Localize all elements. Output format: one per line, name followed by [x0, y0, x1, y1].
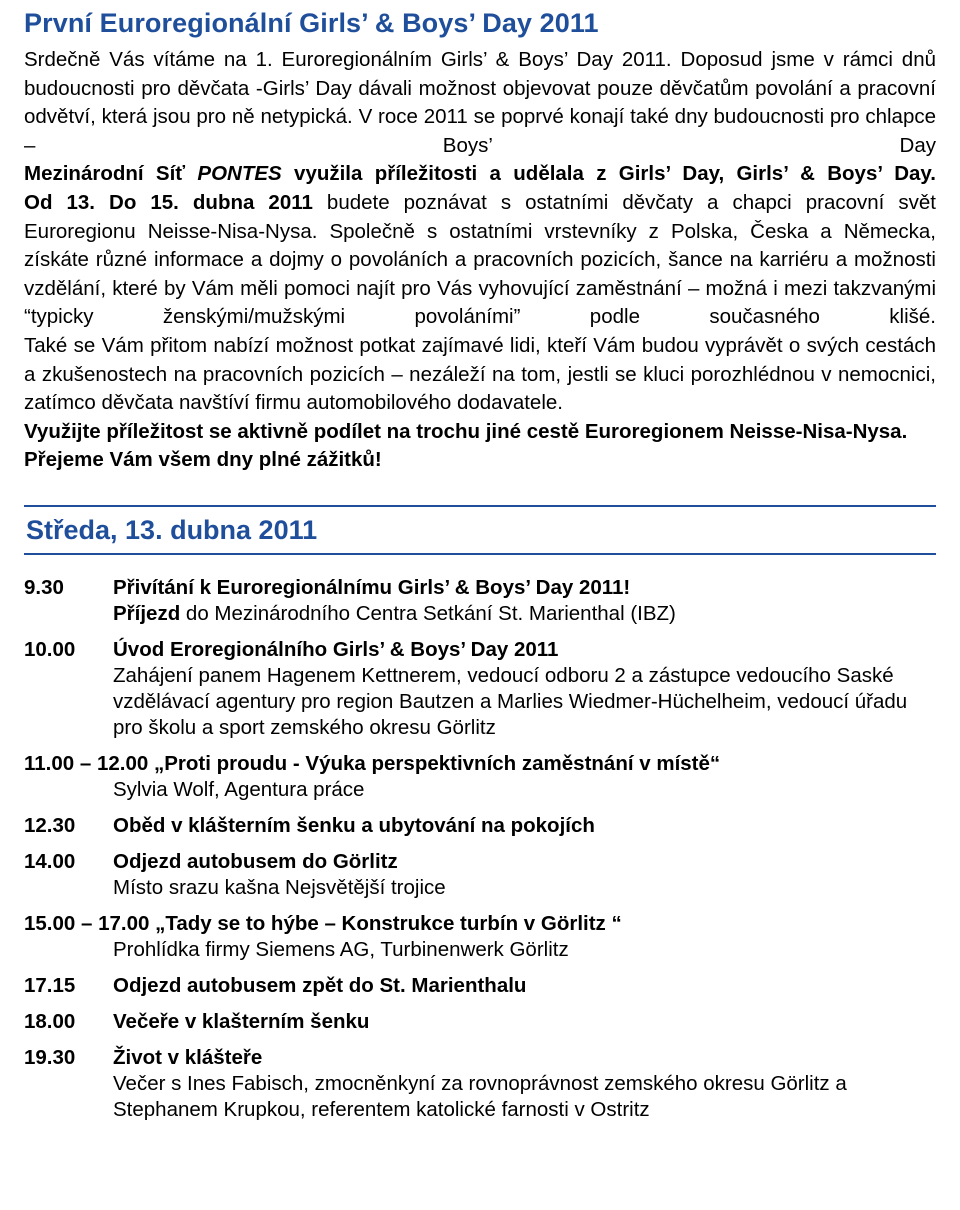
- schedule-list: [24, 575, 936, 1123]
- document-title: První Euroregionální Girls’ & Boys’ Day 2011: [24, 8, 599, 38]
- schedule-title: Život v klášteře: [113, 1045, 263, 1069]
- intro-paragraph-2-part-b: využila příležitosti a udělala z Girls’ Day, Girls’ & Boys’ Day.: [281, 162, 937, 186]
- schedule-time: 19.30: [24, 1045, 76, 1069]
- schedule-title: Odjezd autobusem zpět do St. Marienthalu: [113, 973, 527, 997]
- schedule-title: Odjezd autobusem do Görlitz: [113, 849, 398, 873]
- schedule-detail: Zahájení panem Hagenem Kettnerem, vedoucí odboru 2 a zástupce vedoucího Saské vzdělávací agentury pro region Bautzen a Marlies Wiedmer-Hüchelheim, vedoucí úřadu pro školu a sport zemského okresu Görlitz: [113, 663, 908, 739]
- intro-paragraph-3-text: budete poznávat s ostatními děvčaty a chapci pracovní svět Euroregionu Neisse-Nisa-Nysa. Společně s ostatními vrstevníky z Polska, Česka a Německa, získáte různé informace a dojmy o povoláních a pracovních pozicích, šance na karriéru a možnosti vzdělání, které by Vám měli pomoci najít pro Vás vyhovující zaměstnání – možná i mezi takzvanými “typicky ženskými/mužskými povoláními” podle současného klišé.: [24, 190, 936, 329]
- schedule-item: [24, 973, 936, 999]
- schedule-detail: Místo srazu kašna Nejsvětější trojice: [113, 875, 446, 899]
- schedule-time: 17.15: [24, 973, 76, 997]
- schedule-time: 11.00 – 12.00: [24, 751, 149, 775]
- schedule-time: 18.00: [24, 1009, 76, 1033]
- schedule-content: [113, 1009, 936, 1035]
- intro-paragraph-5: Využijte příležitost se aktivně podílet na trochu jiné cestě Euroregionem Neisse-Nisa-Nysa. Přejeme Vám všem dny plné zážitků!: [24, 419, 908, 472]
- intro-paragraph-3: [24, 189, 936, 332]
- schedule-title: Oběd v klášterním šenku a ubytování na pokojích: [113, 813, 595, 837]
- schedule-title: Přivítání k Euroregionálnímu Girls’ & Boys’ Day 2011!: [113, 575, 631, 599]
- schedule-title: Večeře v klašterním šenku: [113, 1009, 370, 1033]
- document-page: [0, 6, 960, 1123]
- schedule-item: [24, 849, 936, 901]
- schedule-item: [24, 1045, 936, 1123]
- schedule-title: Úvod Eroregionálního Girls’ & Boys’ Day 2011: [113, 637, 559, 661]
- schedule-detail-bold: Příjezd: [113, 601, 181, 625]
- schedule-title: „Tady se to hýbe – Konstrukce turbín v Görlitz “: [155, 911, 622, 935]
- schedule-detail-text: do Mezinárodního Centra Setkání St. Marienthal (IBZ): [180, 601, 676, 625]
- schedule-content: [113, 1045, 936, 1123]
- schedule-content: [113, 637, 936, 741]
- schedule-time: 15.00 – 17.00: [24, 911, 150, 935]
- event-dates: Od 13. Do 15. dubna 2011: [24, 190, 313, 214]
- intro-paragraph-4: Také se Vám přitom nabízí možnost potkat zajímavé lidi, kteří Vám budou vyprávět o svých cestách a zkušenostech na pracovních pozicích – nezáleží na tom, jestli se kluci porozhlédnou v nemocnici, zatímco děvčata navštíví firmu automobilového dodavatele.: [24, 333, 936, 415]
- intro-paragraph-1: Srdečně Vás vítáme na 1. Euroregionálním Girls’ & Boys’ Day 2011. Doposud jsme v rámci dnů budoucnosti pro děvčata -Girls’ Day dávali možnost objevovat pouze děvčatům povolání a pracovní odvětví, která jsou pro ně netypická. V roce 2011 se poprvé konají také dny budoucnosti pro chlapce – Boys’ Day: [24, 48, 936, 157]
- schedule-time: 12.30: [24, 813, 76, 837]
- schedule-content: [113, 849, 936, 901]
- schedule-detail: [113, 601, 936, 627]
- schedule-time: 14.00: [24, 849, 76, 873]
- schedule-item: [24, 637, 936, 741]
- day-heading: Středa, 13. dubna 2011: [24, 505, 936, 555]
- pontes-name: PONTES: [197, 162, 282, 186]
- schedule-content: [113, 813, 936, 839]
- schedule-content: [113, 575, 936, 627]
- schedule-detail: Prohlídka firmy Siemens AG, Turbinenwerk Görlitz: [113, 937, 569, 961]
- schedule-detail: Večer s Ines Fabisch, zmocněnkyní za rovnoprávnost zemského okresu Görlitz a Stephanem Krupkou, referentem katolické farnosti v Ostritz: [113, 1071, 847, 1121]
- schedule-item: [24, 751, 936, 803]
- schedule-title: „Proti proudu - Výuka perspektivních zaměstnání v místě“: [153, 751, 721, 775]
- intro-paragraph-2-part-a: Mezinárodní Síť: [24, 162, 198, 186]
- schedule-detail: Sylvia Wolf, Agentura práce: [113, 777, 365, 801]
- schedule-item: [24, 1009, 936, 1035]
- schedule-time: 10.00: [24, 637, 76, 661]
- intro-paragraph-2: [24, 160, 936, 189]
- intro-section: [24, 46, 936, 475]
- schedule-item: [24, 575, 936, 627]
- schedule-item: [24, 911, 936, 963]
- schedule-item: [24, 813, 936, 839]
- schedule-time: 9.30: [24, 575, 64, 599]
- schedule-content: [113, 973, 936, 999]
